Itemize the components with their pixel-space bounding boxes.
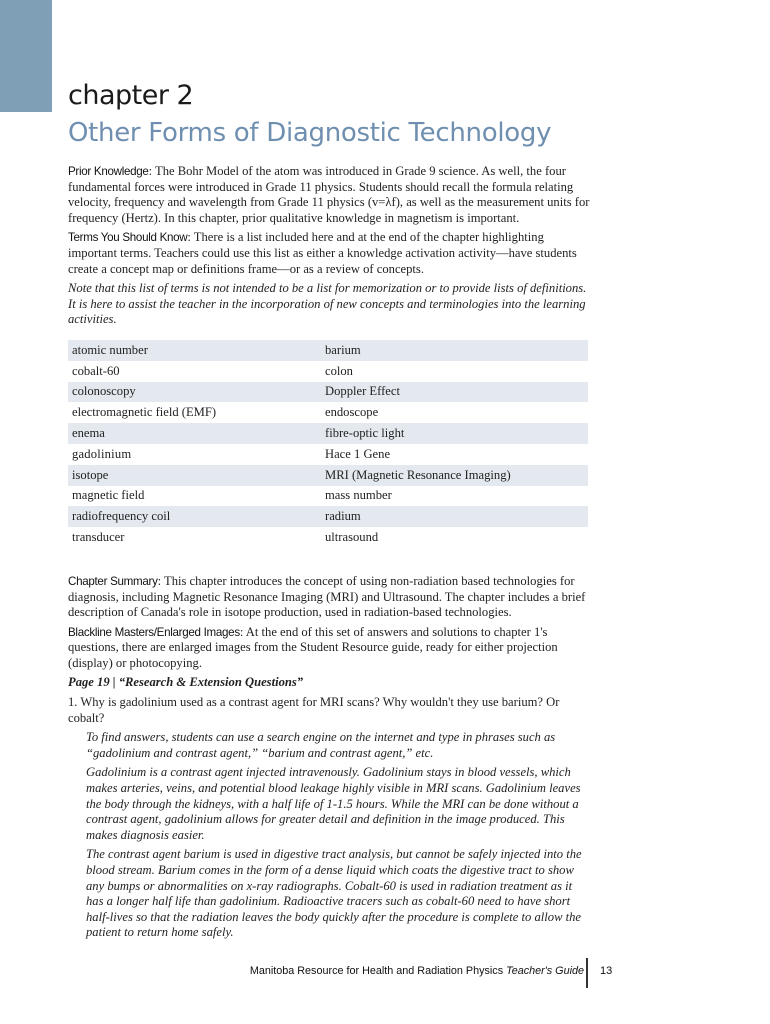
table-row	[68, 486, 588, 507]
term-cell: MRI (Magnetic Resonance Imaging)	[321, 465, 588, 486]
term-cell: colonoscopy	[68, 382, 321, 403]
table-row	[68, 423, 588, 444]
table-row	[68, 506, 588, 527]
term-cell: barium	[321, 340, 588, 361]
page-number: 13	[600, 965, 613, 977]
footer-title: Manitoba Resource for Health and Radiation Physics	[249, 965, 507, 977]
chapter-tab-block	[0, 0, 52, 112]
terms-intro-label: Terms You Should Know	[68, 231, 188, 245]
term-cell: gadolinium	[72, 446, 132, 461]
prior-knowledge-paragraph	[68, 164, 590, 226]
term-cell: fibre-optic light	[321, 423, 588, 444]
answer-paragraph: Gadolinium is a contrast agent injected intravenously. Gadolinium stays in blood vessels, which makes arteries, veins, and potential blood leakage highly visible in MRI scans. Gadolinium leaves the body through the kidneys, with a half life of 1-1.5 hours. While the MRI can be done without a contrast agent, gadolinium allows for greater detail and definition in the image produced. This makes diagnosis easier.	[86, 765, 581, 842]
table-row	[68, 465, 588, 486]
term-cell: isotope	[68, 465, 321, 486]
terms-intro-paragraph	[68, 230, 590, 277]
answer-paragraph: The contrast agent barium is used in digestive tract analysis, but cannot be safely injected into the blood stream. Barium comes in the form of a dense liquid which coats the digestive tract to show any bumps or abnormalities on x-ray radiographs. Cobalt-60 is used in radiation treatment as it has a longer half life than gadolinium. Radioactive tracers such as cobalt-60 need to have short half-lives so that the radiation leaves the body quickly after the procedure is complete to allow the patient to return home safely.	[86, 847, 582, 940]
table-row	[68, 527, 588, 548]
prior-knowledge-text: : The Bohr Model of the atom was introduced in Grade 9 science. As well, the four fundamental forces were introduced in Grade 11 physics. Students should recall the formula relating velocity, frequency and wavelength from Grade 11 physics (v=λf), as well as the measurement units for frequency (Hertz). In this chapter, prior qualitative knowledge in magnetism is important.	[68, 164, 590, 225]
term-cell: cobalt-60	[72, 363, 120, 378]
term-cell: colon	[325, 363, 353, 378]
answer-paragraph: To find answers, students can use a search engine on the internet and type in phrases such as “gadolinium and contrast agent,” “barium and contrast agent,” etc.	[86, 730, 556, 760]
chapter-summary-paragraph	[68, 574, 590, 621]
term-cell: enema	[68, 423, 321, 444]
footer-text	[250, 965, 584, 977]
table-row	[68, 382, 588, 403]
term-cell: Hace 1 Gene	[325, 446, 391, 461]
term-cell: ultrasound	[325, 530, 379, 544]
table-row	[68, 340, 588, 361]
table-row	[68, 361, 588, 382]
blackline-label: Blackline Masters/Enlarged Images	[68, 625, 240, 639]
page-reference: Page 19 | “Research & Extension Questions”	[68, 675, 304, 690]
blackline-paragraph	[68, 625, 590, 672]
blackline-text: : At the end of this set of answers and solutions to chapter 1's questions, there are enlarged images from the Student Resource guide, ready for either projection (display) or photocopying.	[68, 624, 558, 670]
term-cell: electromagnetic field (EMF)	[72, 405, 217, 420]
footer-italic: Teacher's Guide	[506, 965, 584, 977]
term-cell: magnetic field	[72, 488, 145, 503]
term-cell: Doppler Effect	[321, 382, 588, 403]
chapter-label: chapter 2	[68, 80, 194, 111]
term-cell: endoscope	[325, 405, 379, 420]
table-row	[68, 402, 588, 423]
chapter-summary-text: : This chapter introduces the concept of using non-radiation based technologies for diagnosis, including Magnetic Resonance Imaging (MRI) and Ultrasound. The chapter includes a brief description of Canada's role in isotope production, used in radiation-based technologies.	[68, 573, 586, 620]
term-cell: radium	[321, 506, 588, 527]
term-cell: radiofrequency coil	[68, 506, 321, 527]
page-content	[68, 164, 590, 945]
question-1: 1. Why is gadolinium used as a contrast agent for MRI scans? Why wouldn't they use barium? Or cobalt?	[68, 695, 560, 725]
prior-knowledge-label: Prior Knowledge	[68, 165, 149, 178]
term-cell: transducer	[72, 530, 125, 544]
terms-table	[68, 340, 588, 548]
chapter-summary-label: Chapter Summary	[68, 574, 158, 588]
term-cell: atomic number	[68, 340, 321, 361]
chapter-title: Other Forms of Diagnostic Technology	[68, 118, 552, 148]
footer-divider	[586, 958, 588, 988]
terms-intro-text: : There is a list included here and at the end of the chapter highlighting important terms. Teachers could use this list as either a knowledge activation activity—have students create a concept map or definitions frame—or as a review of concepts.	[68, 230, 577, 276]
term-cell: mass number	[325, 488, 392, 503]
table-row	[68, 444, 588, 465]
terms-note: Note that this list of terms is not intended to be a list for memorization or to provide lists of definitions. It is here to assist the teacher in the incorporation of new concepts and terminologies into the learning activities.	[68, 281, 587, 327]
